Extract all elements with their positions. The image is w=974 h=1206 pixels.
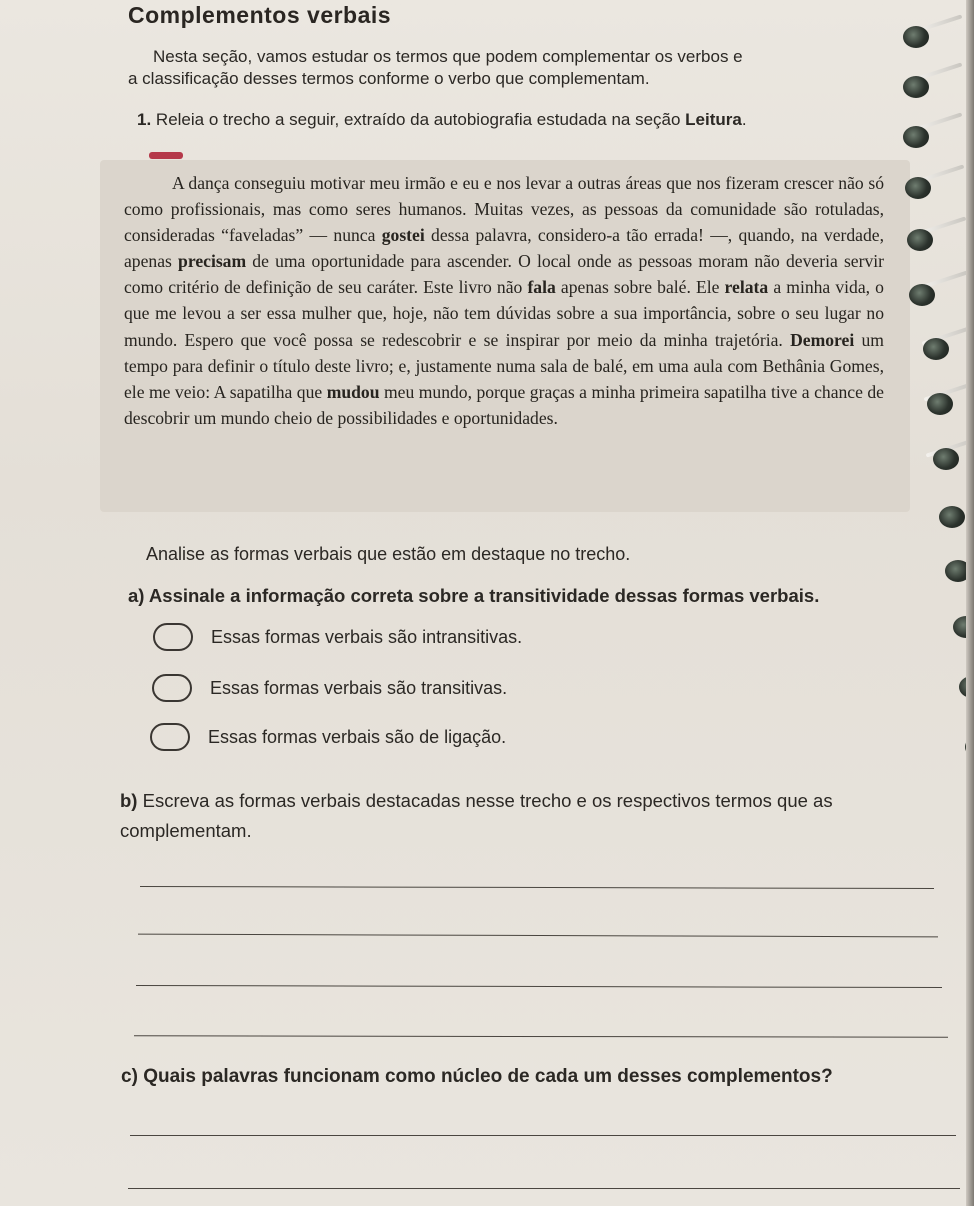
answer-line[interactable] <box>134 1035 948 1037</box>
question-c <box>121 1066 833 1088</box>
question-a-label: a) <box>128 585 145 606</box>
highlighted-verb: mudou <box>326 381 380 402</box>
option-checkbox[interactable] <box>153 623 193 651</box>
option-label: Essas formas verbais são de ligação. <box>208 726 507 747</box>
answer-line[interactable] <box>138 934 938 938</box>
question-c-text: Quais palavras funcionam como núcleo de cada um desses complementos? <box>143 1066 833 1087</box>
passage-segment: A dança conseguiu motivar meu irmão e eu e nos levar a outras áreas que nos fizeram crescer não só como profissionais, mas como seres humanos. Muitas vezes, as pessoas da comunidade são rotuladas, consideradas “faveladas” — nunca <box>124 173 884 246</box>
highlighted-verb: fala <box>527 277 556 298</box>
highlighted-verb: gostei <box>381 225 425 246</box>
question-1-text-end: . <box>741 110 747 129</box>
intro-line-2: a classificação desses termos conforme o verbo que complementam. <box>128 69 650 88</box>
question-1 <box>137 110 747 130</box>
question-1-number: 1. <box>137 110 152 129</box>
answer-line[interactable] <box>140 886 934 889</box>
answer-line[interactable] <box>136 985 942 988</box>
passage-marker <box>149 152 183 159</box>
intro-line-1: Nesta seção, vamos estudar os termos que podem complementar os verbos e <box>153 47 743 66</box>
passage-segment: a minha vida, o que me levou a ser essa mulher que, hoje, não tem dúvidas sobre a sua importância, sobre o seu lugar no mundo. Espero que você possa se redescobrir e se inspirar por meio da minha trajetória. <box>124 277 884 350</box>
passage-segment: meu mundo, porque graças a minha primeira sapatilha tive a chance de descobrir um mundo cheio de possibilidades e oportunidades. <box>124 381 884 428</box>
passage-text <box>124 170 884 431</box>
question-a-text: Assinale a informação correta sobre a transitividade dessas formas verbais. <box>148 585 820 606</box>
spiral-binding <box>895 0 974 760</box>
option-intransitivas[interactable] <box>153 623 522 651</box>
analise-instruction: Analise as formas verbais que estão em destaque no trecho. <box>146 544 631 564</box>
page-edge <box>966 0 974 1206</box>
option-checkbox[interactable] <box>150 723 190 751</box>
highlighted-verb: precisam <box>178 251 247 272</box>
question-a <box>128 585 819 607</box>
question-b <box>120 786 940 846</box>
passage-segment: dessa palavra, considero-a tão errada! —, quando, na verdade, apenas <box>124 225 884 272</box>
option-transitivas[interactable] <box>152 674 507 702</box>
intro-paragraph <box>128 46 888 90</box>
passage-segment: um tempo para definir o título deste livro; e, justamente numa sala de balé, em uma aula com Bethânia Gomes, ele me veio: A sapatilha que <box>124 329 884 402</box>
answer-line[interactable] <box>128 1188 960 1189</box>
highlighted-verb: Demorei <box>790 329 855 350</box>
question-b-text: Escreva as formas verbais destacadas nesse trecho e os respectivos termos que as complementam. <box>120 790 833 841</box>
section-title: Complementos verbais <box>128 2 392 28</box>
question-1-bold-word: Leitura <box>685 110 742 129</box>
option-de-ligacao[interactable] <box>150 723 506 751</box>
question-1-text: Releia o trecho a seguir, extraído da autobiografia estudada na seção <box>155 110 686 129</box>
passage-segment: apenas sobre balé. Ele <box>555 277 725 298</box>
question-b-label: b) <box>120 790 138 811</box>
question-c-label: c) <box>121 1066 138 1087</box>
answer-line[interactable] <box>130 1135 956 1136</box>
option-label: Essas formas verbais são intransitivas. <box>211 626 523 647</box>
option-label: Essas formas verbais são transitivas. <box>210 677 508 698</box>
option-checkbox[interactable] <box>152 674 192 702</box>
passage-segment: de uma oportunidade para ascender. O local onde as pessoas moram não deveria servir como critério de definição de seu caráter. Este livro não <box>124 251 884 298</box>
highlighted-verb: relata <box>724 277 769 298</box>
